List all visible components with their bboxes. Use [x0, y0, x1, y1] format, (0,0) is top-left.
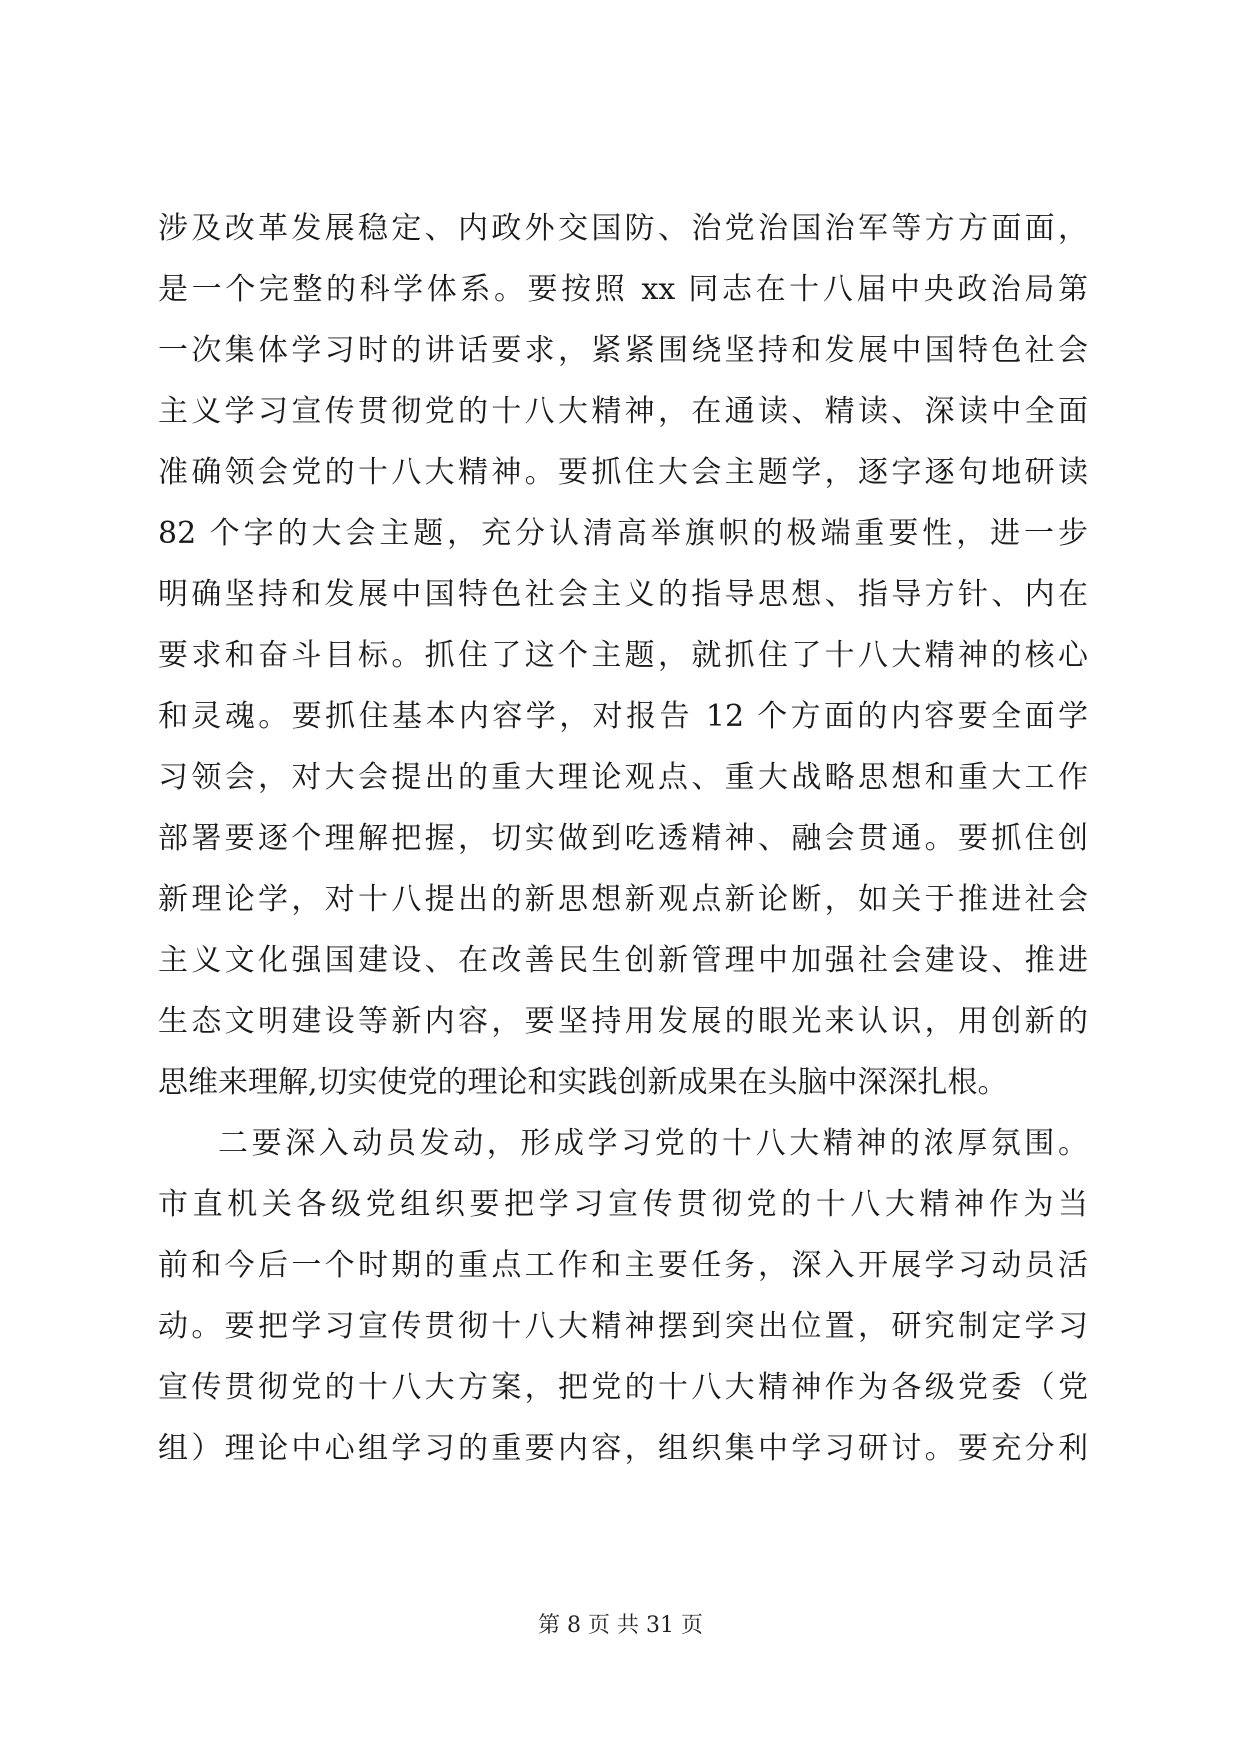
- text-line: 组）理论中心组学习的重要内容，组织集中学习研讨。要充分利: [158, 1431, 1088, 1466]
- paragraph-1: [158, 198, 1088, 1113]
- page-number-footer: 第 8 页 共 31 页: [538, 1613, 703, 1638]
- paragraph-2: [158, 1113, 1088, 1479]
- text-line: 要求和奋斗目标。抓住了这个主题，就抓住了十八大精神的核心: [158, 638, 1088, 673]
- text-line: 是一个完整的科学体系。要按照 xx 同志在十八届中央政治局第: [158, 272, 1088, 307]
- text-line: 新理论学，对十八提出的新思想新观点新论断，如关于推进社会: [158, 882, 1088, 917]
- body-text: [158, 198, 1088, 1479]
- text-line: 和灵魂。要抓住基本内容学，对报告 12 个方面的内容要全面学: [158, 699, 1088, 734]
- text-line: 部署要逐个理解把握，切实做到吃透精神、融会贯通。要抓住创: [158, 821, 1088, 856]
- text-line: 市直机关各级党组织要把学习宣传贯彻党的十八大精神作为当: [158, 1187, 1088, 1222]
- text-line: 二要深入动员发动，形成学习党的十八大精神的浓厚氛围。: [218, 1126, 1088, 1161]
- text-line: 明确坚持和发展中国特色社会主义的指导思想、指导方针、内在: [158, 577, 1088, 612]
- text-line: 习领会，对大会提出的重大理论观点、重大战略思想和重大工作: [158, 760, 1088, 795]
- text-line: 主义学习宣传贯彻党的十八大精神，在通读、精读、深读中全面: [158, 394, 1088, 429]
- text-line: 一次集体学习时的讲话要求，紧紧围绕坚持和发展中国特色社会: [158, 333, 1088, 368]
- text-line: 宣传贯彻党的十八大方案，把党的十八大精神作为各级党委（党: [158, 1370, 1088, 1405]
- text-line: 生态文明建设等新内容，要坚持用发展的眼光来认识，用创新的: [158, 1004, 1088, 1039]
- text-line: 主义文化强国建设、在改善民生创新管理中加强社会建设、推进: [158, 943, 1088, 978]
- text-line: 思维来理解,切实使党的理论和实践创新成果在头脑中深深扎根。: [158, 1065, 1008, 1100]
- text-line: 涉及改革发展稳定、内政外交国防、治党治国治军等方方面面，: [158, 211, 1088, 246]
- text-line: 动。要把学习宣传贯彻十八大精神摆到突出位置，研究制定学习: [158, 1309, 1088, 1344]
- text-line: 准确领会党的十八大精神。要抓住大会主题学，逐字逐句地研读: [158, 455, 1088, 490]
- text-line: 82 个字的大会主题，充分认清高举旗帜的极端重要性，进一步: [158, 516, 1088, 551]
- text-line: 前和今后一个时期的重点工作和主要任务，深入开展学习动员活: [158, 1248, 1088, 1283]
